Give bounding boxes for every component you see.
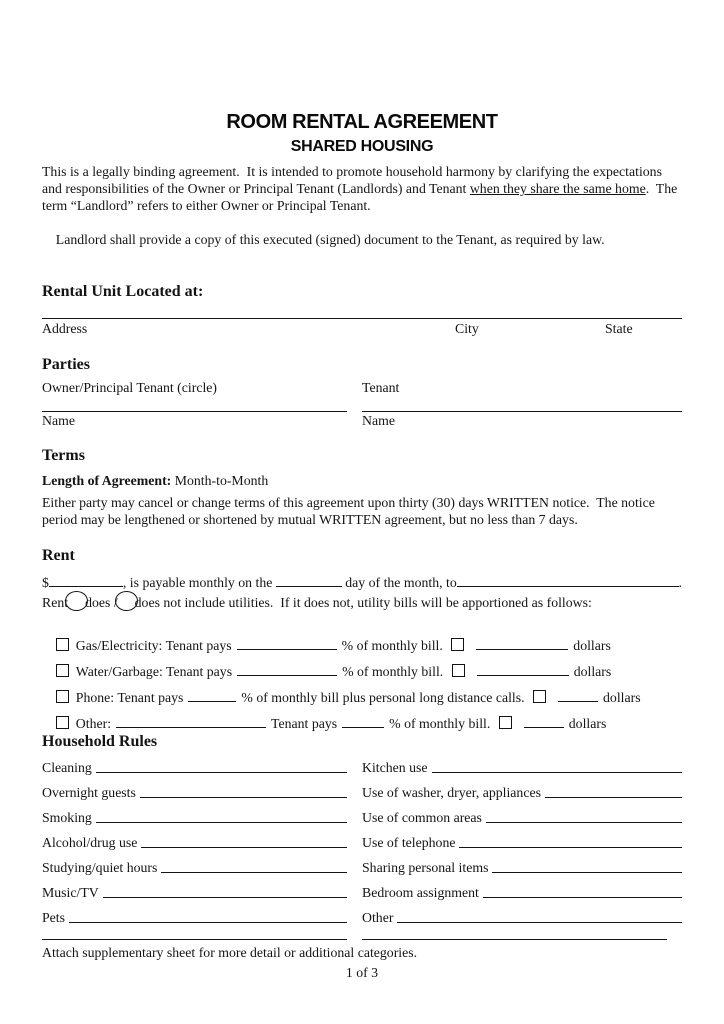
agreement-document	[42, 110, 682, 981]
household-rule-row	[42, 809, 682, 826]
intro-second-line: Landlord shall provide a copy of this executed (signed) document to the Tenant, as required by law.	[55, 232, 605, 247]
dollar-sign-label: $	[42, 575, 49, 590]
rent-due-day-blank[interactable]	[276, 578, 342, 587]
rent-payable-text-2: day of the month, to	[341, 575, 457, 590]
other-utility-mid1-label: Tenant pays	[271, 716, 338, 731]
rent-heading: Rent	[42, 547, 75, 564]
telephone-blank[interactable]	[459, 847, 682, 848]
water-garbage-label: Water/Garbage: Tenant pays	[75, 664, 233, 679]
rent-amount-blank[interactable]	[49, 578, 123, 587]
phone-label: Phone: Tenant pays	[75, 690, 184, 705]
page-number: 1 of 3	[345, 965, 379, 980]
phone-percent-blank[interactable]	[188, 693, 236, 702]
state-label: State	[605, 321, 633, 336]
gas-electricity-dollars-checkbox[interactable]	[451, 638, 464, 651]
rental-unit-heading: Rental Unit Located at:	[42, 283, 204, 300]
address-line-blank[interactable]	[42, 318, 682, 319]
intro-underlined-phrase: when they share the same home	[469, 181, 646, 196]
gas-electricity-dollars-blank[interactable]	[476, 641, 568, 650]
water-garbage-dollars-checkbox[interactable]	[452, 664, 465, 677]
utilities-prefix: Rent	[42, 595, 69, 610]
water-garbage-dollars-blank[interactable]	[477, 667, 569, 676]
gas-electricity-mid-label: % of monthly bill.	[341, 638, 447, 653]
other-rule-blank[interactable]	[397, 922, 682, 923]
other-utility-mid2-label: % of monthly bill.	[389, 716, 494, 731]
rule-label-kitchen-use: Kitchen use	[362, 760, 428, 775]
phone-dollars-label: dollars	[603, 690, 641, 705]
rule-label-cleaning: Cleaning	[42, 760, 92, 775]
intro-paragraph	[42, 163, 682, 265]
rule-label-alcohol-drug-use: Alcohol/drug use	[42, 835, 138, 850]
common-areas-blank[interactable]	[486, 822, 682, 823]
rule-label-common-areas: Use of common areas	[362, 810, 482, 825]
rent-utilities-line	[42, 591, 682, 611]
parties-column-labels	[42, 379, 682, 396]
terms-body: Either party may cancel or change terms of this agreement upon thirty (30) days WRITTEN notice. The notice period may be lengthened or shortened by mutual WRITTEN agreement, but no less than 7 days.	[42, 495, 659, 527]
other-utility-checkbox[interactable]	[56, 716, 69, 729]
washer-dryer-blank[interactable]	[545, 797, 682, 798]
smoking-blank[interactable]	[96, 822, 347, 823]
slash-label: /	[113, 595, 118, 610]
supplementary-note: Attach supplementary sheet for more detail or additional categories.	[42, 945, 418, 960]
parties-heading: Parties	[42, 356, 90, 373]
household-rule-row	[42, 884, 682, 901]
rule-label-smoking: Smoking	[42, 810, 92, 825]
kitchen-use-blank[interactable]	[432, 772, 682, 773]
does-not-label: does not include utilities. If it does not, utility bills will be apportioned as follows:	[134, 595, 592, 610]
gas-electricity-checkbox[interactable]	[56, 638, 69, 651]
address-label: Address	[42, 321, 88, 336]
water-garbage-dollars-label: dollars	[573, 664, 612, 679]
rule-label-telephone: Use of telephone	[362, 835, 456, 850]
gas-electricity-label: Gas/Electricity: Tenant pays	[75, 638, 232, 653]
rent-payable-line	[42, 574, 682, 591]
rent-payee-blank[interactable]	[457, 578, 679, 587]
other-utility-description-blank[interactable]	[116, 719, 266, 728]
address-labels-row	[42, 320, 682, 337]
extra-left-blank[interactable]	[42, 939, 347, 940]
music-tv-blank[interactable]	[103, 897, 347, 898]
parties-signature-lines	[42, 411, 682, 429]
sharing-personal-items-blank[interactable]	[492, 872, 682, 873]
phone-dollars-checkbox[interactable]	[533, 690, 546, 703]
does-label: does	[85, 595, 114, 610]
tenant-name-label: Name	[362, 413, 395, 428]
household-rule-row	[42, 784, 682, 801]
rule-label-washer-dryer: Use of washer, dryer, appliances	[362, 785, 541, 800]
extra-right-blank[interactable]	[362, 939, 667, 940]
rent-payable-text-1: , is payable monthly on the	[122, 575, 276, 590]
phone-checkbox[interactable]	[56, 690, 69, 703]
length-of-agreement-value: Month-to-Month	[171, 473, 269, 488]
document-subtitle: SHARED HOUSING	[290, 138, 434, 155]
length-of-agreement-row	[42, 472, 682, 489]
household-rules-heading: Household Rules	[42, 733, 158, 750]
phone-dollars-blank[interactable]	[558, 693, 598, 702]
water-garbage-percent-blank[interactable]	[237, 667, 337, 676]
rule-label-other: Other	[362, 910, 394, 925]
length-of-agreement-label: Length of Agreement:	[42, 473, 172, 488]
household-rule-row	[42, 834, 682, 851]
pets-blank[interactable]	[69, 922, 347, 923]
gas-electricity-dollars-label: dollars	[573, 638, 611, 653]
bedroom-assignment-blank[interactable]	[483, 897, 682, 898]
water-garbage-mid-label: % of monthly bill.	[342, 664, 447, 679]
cleaning-blank[interactable]	[96, 772, 347, 773]
alcohol-drug-use-blank[interactable]	[141, 847, 347, 848]
other-utility-dollars-blank[interactable]	[524, 719, 564, 728]
household-rule-row	[42, 909, 682, 926]
city-label: City	[455, 321, 479, 336]
studying-quiet-hours-blank[interactable]	[161, 872, 347, 873]
overnight-guests-blank[interactable]	[140, 797, 347, 798]
other-utility-percent-blank[interactable]	[342, 719, 384, 728]
terms-heading: Terms	[42, 447, 85, 464]
owner-principal-tenant-label: Owner/Principal Tenant (circle)	[42, 380, 218, 395]
intro-text-after: . The term “Landlord” refers to either Owner or Principal Tenant.	[42, 181, 681, 213]
phone-mid-label: % of monthly bill plus personal long distance calls.	[241, 690, 529, 705]
document-title: ROOM RENTAL AGREEMENT	[226, 111, 498, 133]
tenant-label: Tenant	[362, 380, 400, 395]
intro-text-before: This is a legally binding agreement. It is intended to promote household harmony by clarifying the expectations and responsibilities of the Owner or Principal Tenant (Landlords) and Tenant	[42, 164, 666, 196]
other-utility-dollars-label: dollars	[568, 716, 607, 731]
other-utility-label: Other:	[75, 716, 112, 731]
rule-label-sharing-personal-items: Sharing personal items	[362, 860, 489, 875]
water-garbage-checkbox[interactable]	[56, 664, 69, 677]
utility-row-gas-electricity	[42, 620, 682, 653]
household-rule-row	[42, 759, 682, 776]
gas-electricity-percent-blank[interactable]	[237, 641, 337, 650]
extra-rule-row	[42, 937, 682, 943]
rent-payable-period: .	[678, 575, 682, 590]
owner-name-label: Name	[42, 413, 75, 428]
other-utility-dollars-checkbox[interactable]	[499, 716, 512, 729]
rule-label-pets: Pets	[42, 910, 65, 925]
rule-label-music-tv: Music/TV	[42, 885, 99, 900]
rule-label-bedroom-assignment: Bedroom assignment	[362, 885, 479, 900]
rule-label-overnight-guests: Overnight guests	[42, 785, 136, 800]
rule-label-studying-quiet-hours: Studying/quiet hours	[42, 860, 158, 875]
household-rule-row	[42, 859, 682, 876]
